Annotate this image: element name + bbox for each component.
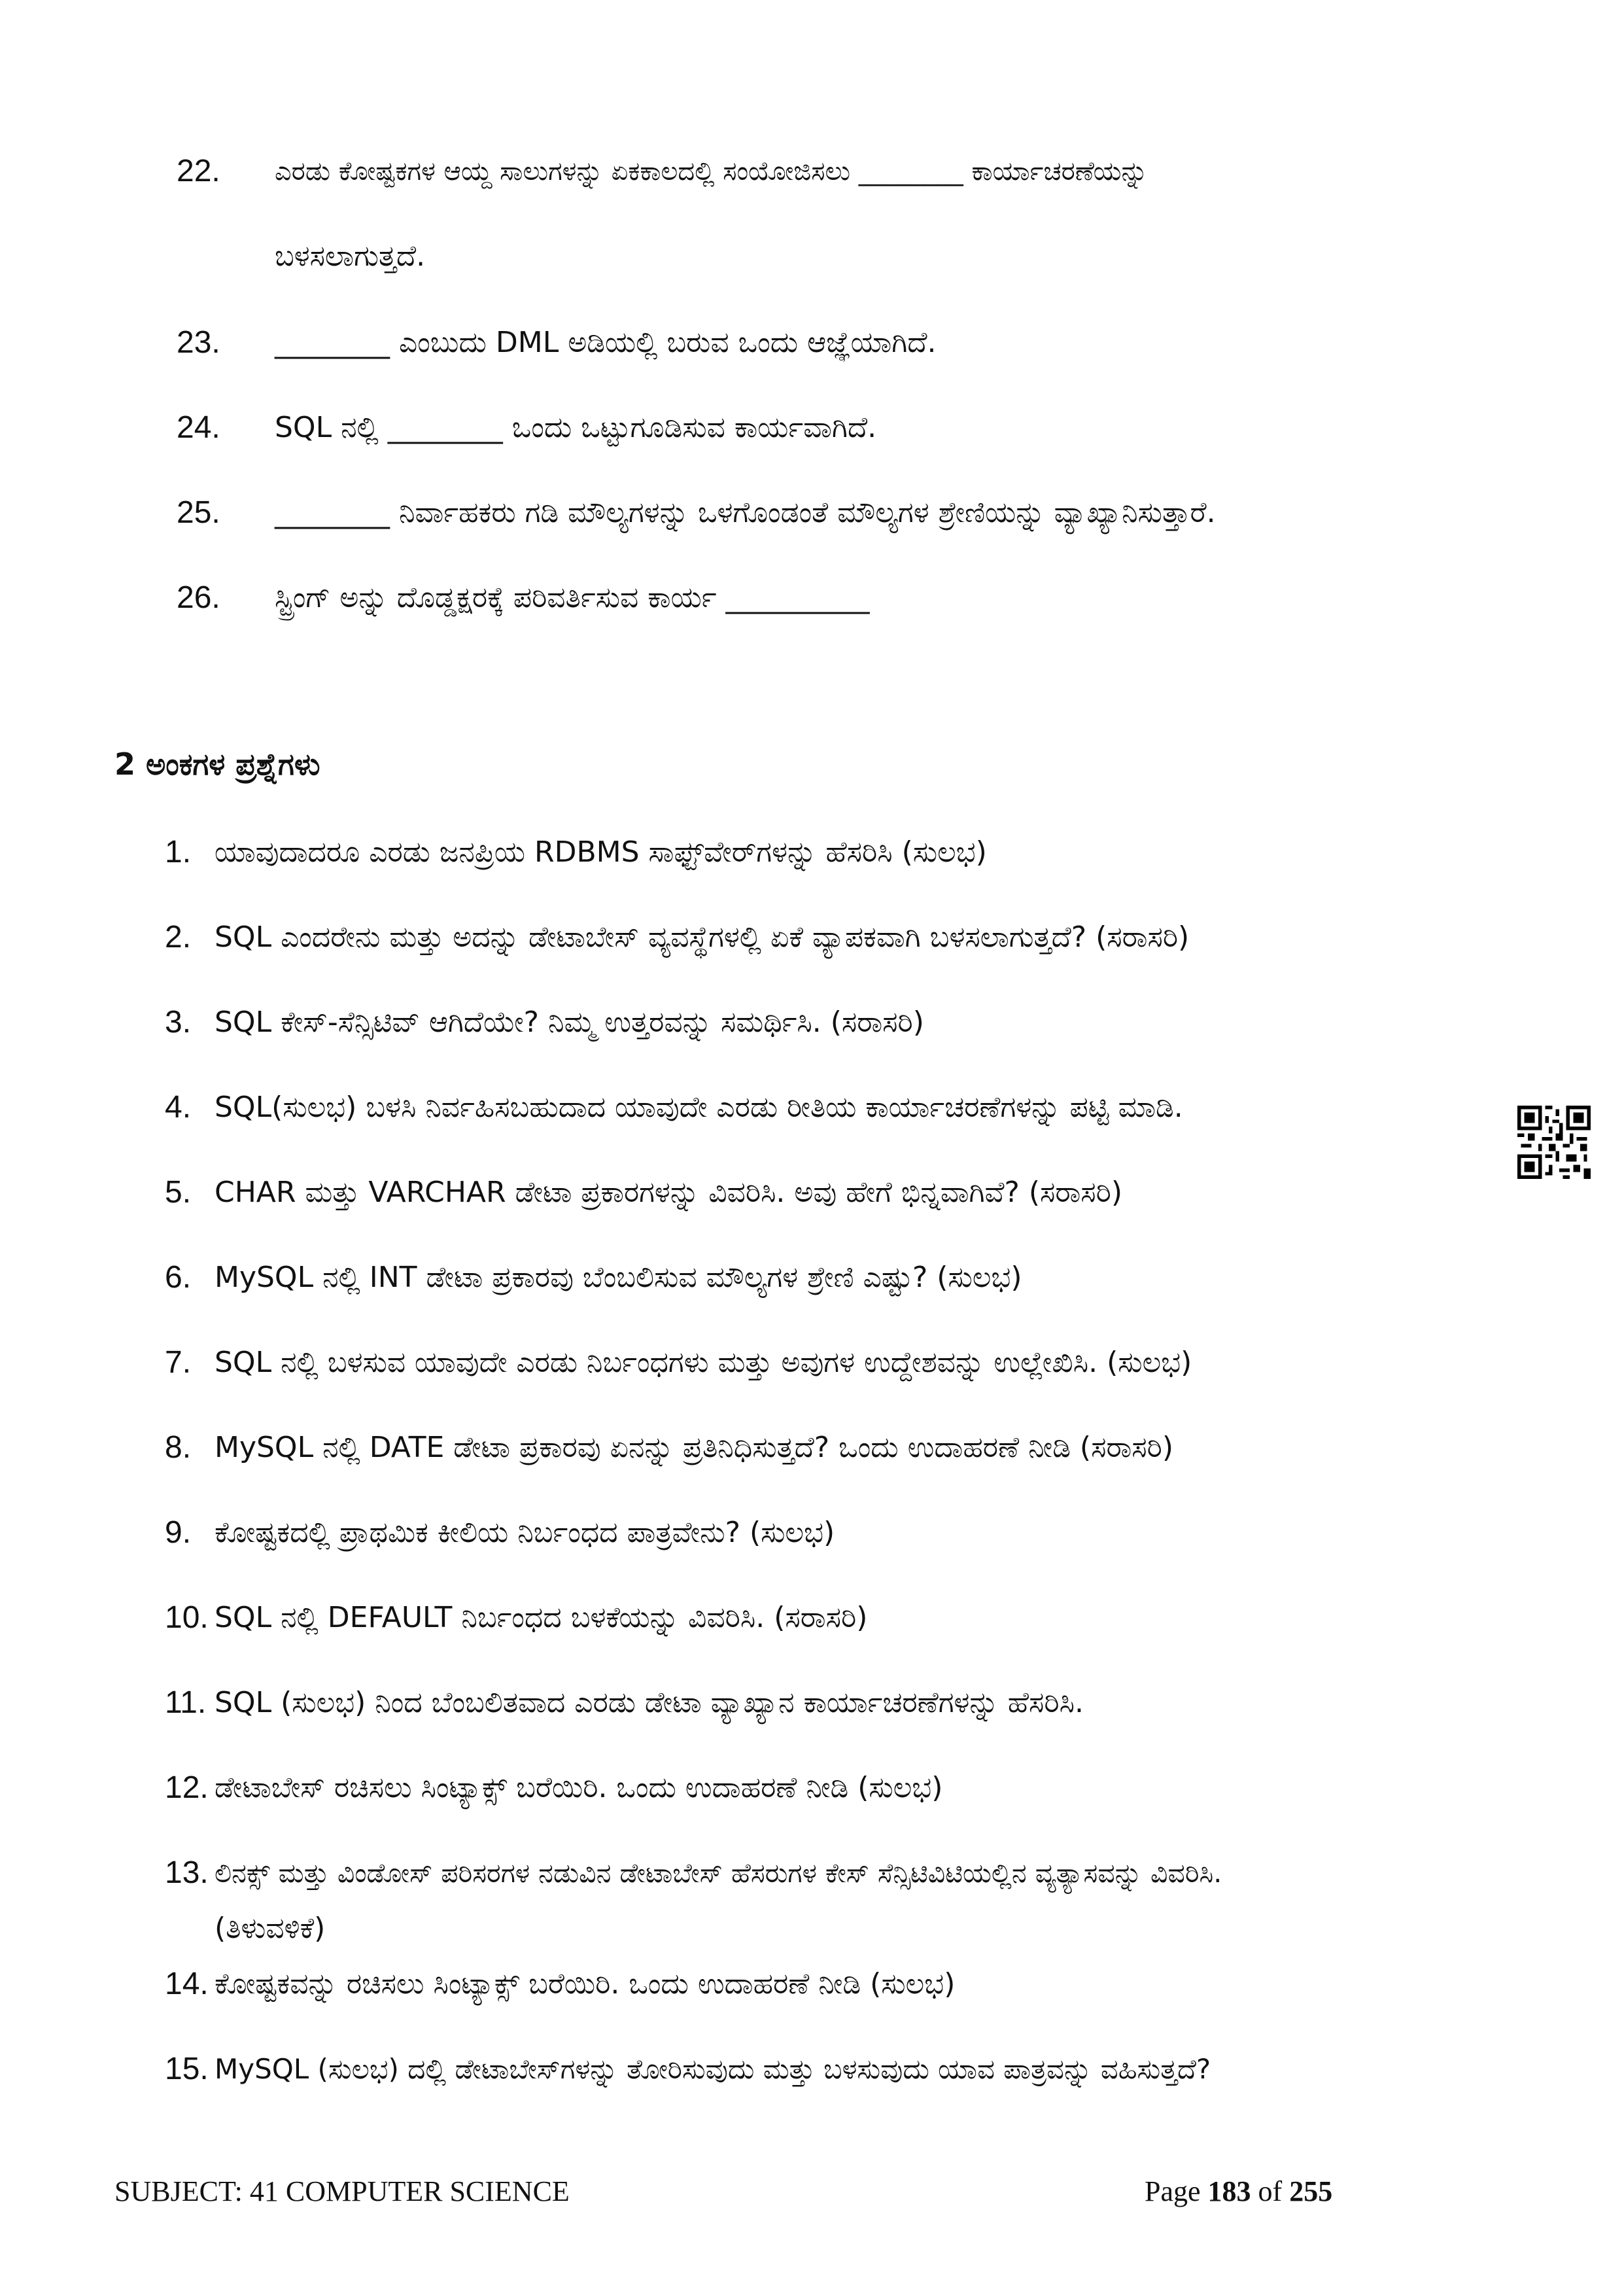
current-page: 183 [1207,2175,1251,2207]
question-text: ________ ಎಂಬುದು DML ಅಡಿಯಲ್ಲಿ ಬರುವ ಒಂದು ಆಜ್ಞೆಯಾಗಿದೆ. [275,326,937,359]
question-text: SQL (ಸುಲಭ) ನಿಂದ ಬೆಂಬಲಿತವಾದ ಎರಡು ಡೇಟಾ ವ್ಯಾಖ್ಯಾನ ಕಾರ್ಯಾಚರಣೆಗಳನ್ನು ಹೆಸರಿಸಿ. [215,1686,1084,1719]
question-number: 11. [165,1685,207,1720]
question-text: ________ ನಿರ್ವಾಹಕರು ಗಡಿ ಮೌಲ್ಯಗಳನ್ನು ಒಳಗೊಂಡಂತೆ ಮೌಲ್ಯಗಳ ಶ್ರೇಣಿಯನ್ನು ವ್ಯಾಖ್ಯಾನಿಸುತ್ತಾರೆ. [275,496,1216,529]
question-text: MySQL ನಲ್ಲಿ INT ಡೇಟಾ ಪ್ರಕಾರವು ಬೆಂಬಲಿಸುವ ಮೌಲ್ಯಗಳ ಶ್ರೇಣಿ ಎಷ್ಟು? (ಸುಲಭ) [215,1261,1022,1294]
question-text: ಲಿನಕ್ಸ್ ಮತ್ತು ವಿಂಡೋಸ್ ಪರಿಸರಗಳ ನಡುವಿನ ಡೇಟಾಬೇಸ್ ಹೆಸರುಗಳ ಕೇಸ್ ಸೆನ್ಸಿಟಿವಿಟಿಯಲ್ಲಿನ ವ್ಯತ್ಯಾಸವನ್ನು ವಿವರಿಸಿ. [215,1857,1222,1889]
question-number: 24. [177,410,220,445]
question-number: 26. [177,580,220,615]
question-text: ಸ್ಟ್ರಿಂಗ್ ಅನ್ನು ದೊಡ್ಡಕ್ಷರಕ್ಕೆ ಪರಿವರ್ತಿಸುವ ಕಾರ್ಯ __________ [275,581,870,614]
question-number: 9. [165,1515,192,1550]
question-text: SQL ಎಂದರೇನು ಮತ್ತು ಅದನ್ನು ಡೇಟಾಬೇಸ್ ವ್ಯವಸ್ಥೆಗಳಲ್ಲಿ ಏಕೆ ವ್ಯಾಪಕವಾಗಿ ಬಳಸಲಾಗುತ್ತದೆ? (ಸರಾಸರಿ) [215,920,1190,954]
question-number: 6. [165,1260,192,1295]
question-number: 15. [165,2052,209,2086]
question-text: ಡೇಟಾಬೇಸ್ ರಚಿಸಲು ಸಿಂಟ್ಯಾಕ್ಸ್ ಬರೆಯಿರಿ. ಒಂದು ಉದಾಹರಣೆ ನೀಡಿ (ಸುಲಭ) [215,1771,943,1804]
question-text: MySQL ನಲ್ಲಿ DATE ಡೇಟಾ ಪ್ರಕಾರವು ಏನನ್ನು ಪ್ರತಿನಿಧಿಸುತ್ತದೆ? ಒಂದು ಉದಾಹರಣೆ ನೀಡಿ (ಸರಾಸರಿ) [215,1431,1174,1464]
question-text: CHAR ಮತ್ತು VARCHAR ಡೇಟಾ ಪ್ರಕಾರಗಳನ್ನು ವಿವರಿಸಿ. ಅವು ಹೇಗೆ ಭಿನ್ನವಾಗಿವೆ? (ಸರಾಸರಿ) [215,1176,1122,1209]
footer-subject: SUBJECT: 41 COMPUTER SCIENCE [114,2175,570,2207]
question-number: 13. [165,1855,209,1890]
total-pages: 255 [1289,2175,1333,2207]
footer-page-number [1145,2172,1332,2211]
question-number: 3. [165,1005,192,1040]
question-text: ಕೋಷ್ಟಕವನ್ನು ರಚಿಸಲು ಸಿಂಟ್ಯಾಕ್ಸ್ ಬರೆಯಿರಿ. ಒಂದು ಉದಾಹರಣೆ ನೀಡಿ (ಸುಲಭ) [215,1967,956,2001]
question-text-continued: ಬಳಸಲಾಗುತ್ತದೆ. [275,239,426,273]
question-number: 8. [165,1430,192,1465]
question-text-continued: (ತಿಳುವಳಿಕೆ) [215,1912,326,1945]
question-text: ಎರಡು ಕೋಷ್ಟಕಗಳ ಆಯ್ದ ಸಾಲುಗಳನ್ನು ಏಕಕಾಲದಲ್ಲಿ ಸಂಯೋಜಿಸಲು ________ ಕಾರ್ಯಾಚರಣೆಯನ್ನು [275,156,1148,186]
question-text: SQL(ಸುಲಭ) ಬಳಸಿ ನಿರ್ವಹಿಸಬಹುದಾದ ಯಾವುದೇ ಎರಡು ರೀತಿಯ ಕಾರ್ಯಾಚರಣೆಗಳನ್ನು ಪಟ್ಟಿ ಮಾಡಿ. [215,1091,1183,1124]
question-number: 5. [165,1175,192,1210]
question-text: SQL ನಲ್ಲಿ ಬಳಸುವ ಯಾವುದೇ ಎರಡು ನಿರ್ಬಂಧಗಳು ಮತ್ತು ಅವುಗಳ ಉದ್ದೇಶವನ್ನು ಉಲ್ಲೇಖಿಸಿ. (ಸುಲಭ) [215,1346,1192,1379]
question-number: 10. [165,1600,209,1635]
page-of: of [1251,2175,1290,2207]
question-number: 22. [177,154,220,188]
question-text: SQL ಕೇಸ್-ಸೆನ್ಸಿಟಿವ್ ಆಗಿದೆಯೇ? ನಿಮ್ಮ ಉತ್ತರವನ್ನು ಸಮರ್ಥಿಸಿ. (ಸರಾಸರಿ) [215,1006,924,1039]
question-number: 23. [177,325,220,360]
question-number: 4. [165,1090,192,1125]
question-number: 1. [165,835,192,869]
question-text: ಕೋಷ್ಟಕದಲ್ಲಿ ಪ್ರಾಥಮಿಕ ಕೀಲಿಯ ನಿರ್ಬಂಧದ ಪಾತ್ರವೇನು? (ಸುಲಭ) [215,1516,835,1549]
question-number: 7. [165,1345,192,1380]
question-text: MySQL (ಸುಲಭ) ದಲ್ಲಿ ಡೇಟಾಬೇಸ್‌ಗಳನ್ನು ತೋರಿಸುವುದು ಮತ್ತು ಬಳಸುವುದು ಯಾವ ಪಾತ್ರವನ್ನು ವಹಿಸುತ್ತದೆ? [215,2053,1211,2085]
section-heading: 2 ಅಂಕಗಳ ಪ್ರಶ್ನೆಗಳು [114,746,320,782]
question-text: SQL ನಲ್ಲಿ ________ ಒಂದು ಒಟ್ಟುಗೂಡಿಸುವ ಕಾರ್ಯವಾಗಿದೆ. [275,411,877,444]
question-text: SQL ನಲ್ಲಿ DEFAULT ನಿರ್ಬಂಧದ ಬಳಕೆಯನ್ನು ವಿವರಿಸಿ. (ಸರಾಸರಿ) [215,1601,868,1634]
question-number: 25. [177,495,220,530]
question-number: 14. [165,1967,209,2001]
page-prefix: Page [1145,2175,1208,2207]
question-number: 2. [165,920,192,955]
question-number: 12. [165,1770,209,1805]
qr-code [1517,1106,1591,1179]
question-text: ಯಾವುದಾದರೂ ಎರಡು ಜನಪ್ರಿಯ RDBMS ಸಾಫ್ಟ್‌ವೇರ್‌ಗಳನ್ನು ಹೆಸರಿಸಿ (ಸುಲಭ) [215,835,987,869]
